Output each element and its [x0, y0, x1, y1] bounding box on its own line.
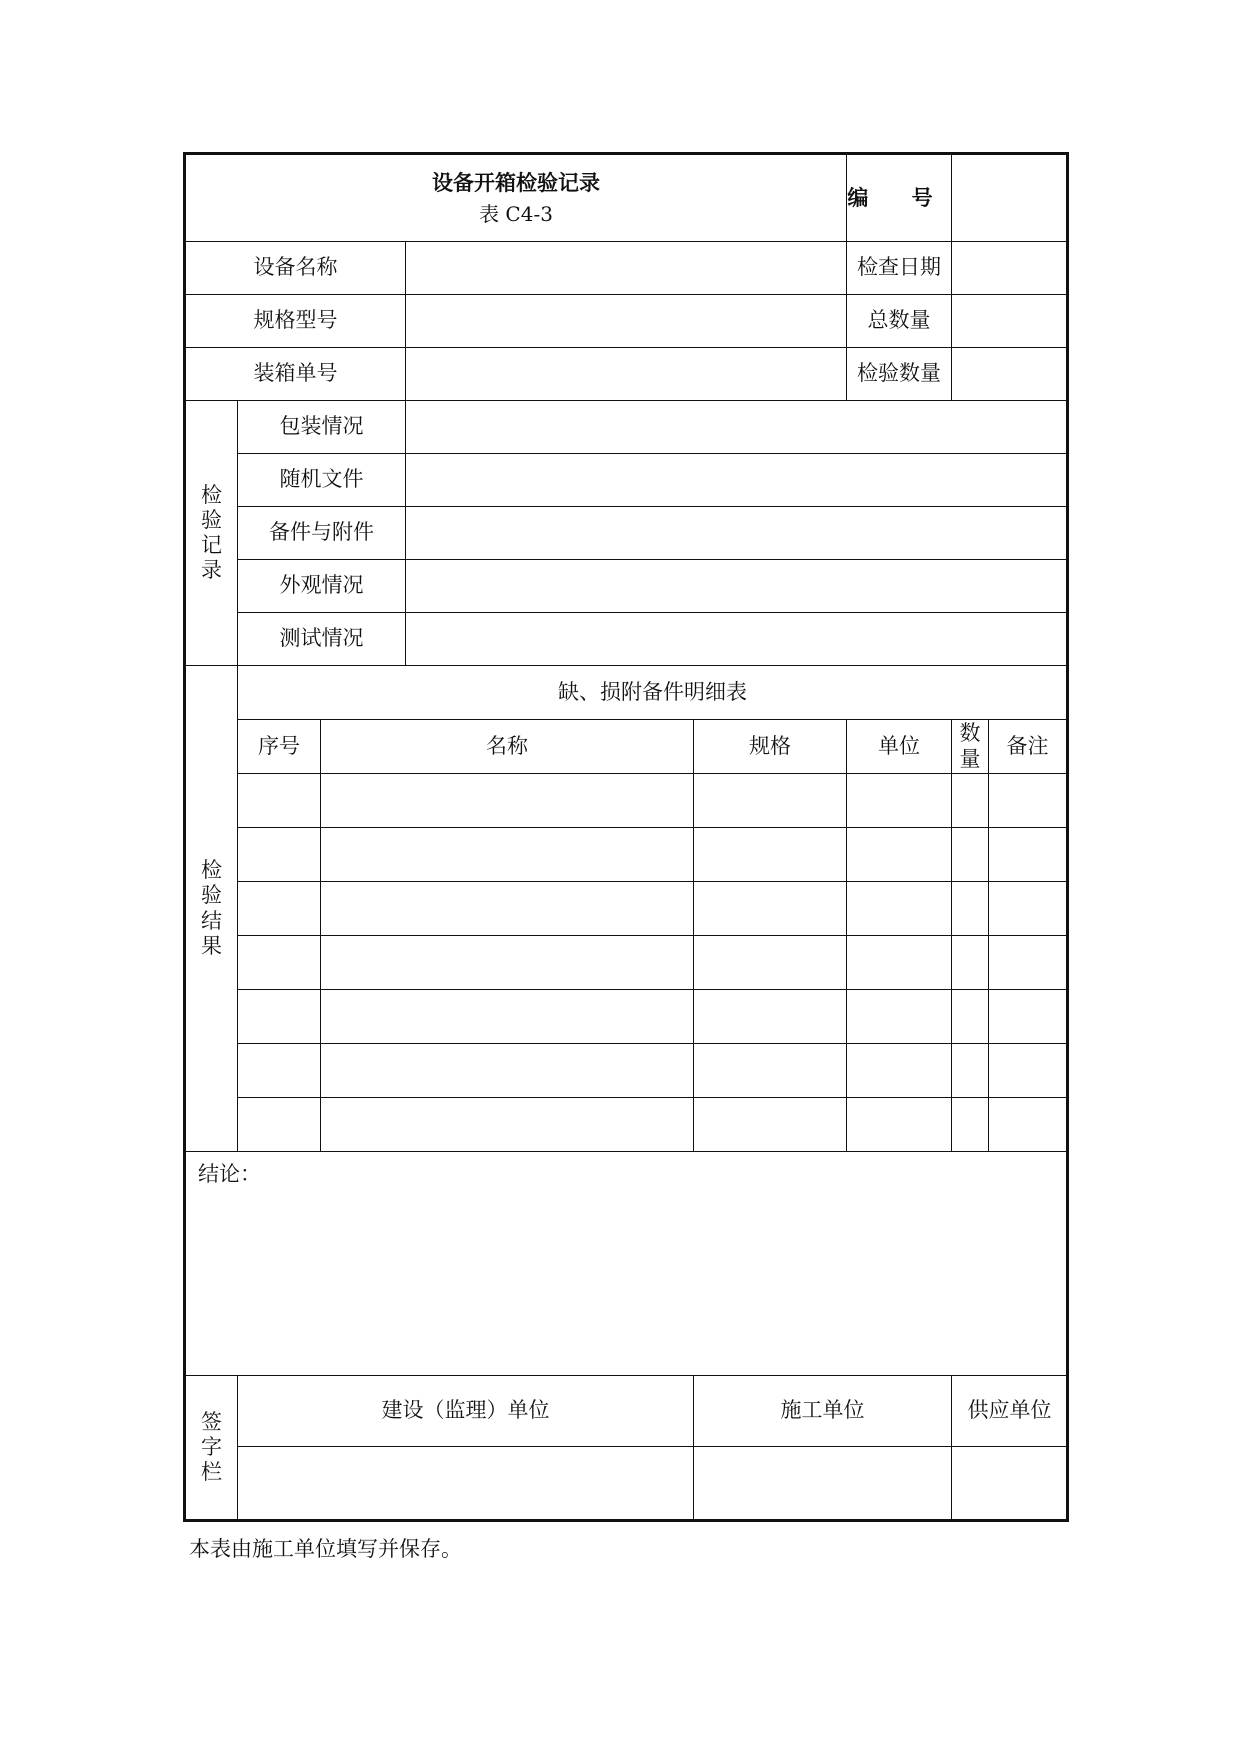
record-item-value[interactable] — [406, 454, 1068, 507]
sign-supplier-value[interactable] — [952, 1447, 1068, 1521]
spec-model-label: 规格型号 — [185, 295, 406, 348]
equipment-name-value[interactable] — [406, 242, 847, 295]
number-value[interactable] — [952, 154, 1068, 242]
sign-construction-value[interactable] — [238, 1447, 694, 1521]
table-row — [185, 1044, 1068, 1098]
inspection-qty-label: 检验数量 — [847, 348, 952, 401]
record-item-label: 测试情况 — [238, 613, 406, 666]
inspection-form — [183, 152, 1069, 1522]
table-row — [185, 990, 1068, 1044]
record-item-label: 备件与附件 — [238, 507, 406, 560]
packing-list-label: 装箱单号 — [185, 348, 406, 401]
spec-model-value[interactable] — [406, 295, 847, 348]
record-item-label: 外观情况 — [238, 560, 406, 613]
number-label: 编 号 — [847, 154, 952, 242]
record-item-label: 包装情况 — [238, 401, 406, 454]
col-header-unit: 单位 — [847, 720, 952, 774]
record-item-value[interactable] — [406, 401, 1068, 454]
sign-contractor-value[interactable] — [694, 1447, 952, 1521]
record-item-value[interactable] — [406, 613, 1068, 666]
inspection-date-label: 检查日期 — [847, 242, 952, 295]
sign-section-label: 签 字 栏 — [185, 1376, 238, 1521]
sign-col-supplier: 供应单位 — [952, 1376, 1068, 1447]
sign-col-contractor: 施工单位 — [694, 1376, 952, 1447]
result-section-label: 检 验 结 果 — [185, 666, 238, 1152]
col-header-index: 序号 — [238, 720, 321, 774]
total-qty-label: 总数量 — [847, 295, 952, 348]
record-item-value[interactable] — [406, 560, 1068, 613]
sign-col-construction: 建设（监理）单位 — [238, 1376, 694, 1447]
col-header-qty: 数量 — [952, 720, 989, 774]
table-row — [185, 1098, 1068, 1152]
equipment-name-label: 设备名称 — [185, 242, 406, 295]
inspection-date-value[interactable] — [952, 242, 1068, 295]
form-title: 设备开箱检验记录 — [432, 170, 600, 196]
table-row — [185, 774, 1068, 828]
record-section-label: 检 验 记 录 — [185, 401, 238, 666]
table-code: 表 C4-3 — [479, 201, 553, 226]
packing-list-value[interactable] — [406, 348, 847, 401]
col-header-spec: 规格 — [694, 720, 847, 774]
form-title-cell — [185, 154, 847, 242]
conclusion-cell[interactable] — [185, 1152, 1068, 1376]
col-header-name: 名称 — [321, 720, 694, 774]
table-row — [185, 828, 1068, 882]
footnote: 本表由施工单位填写并保存。 — [189, 1537, 462, 1561]
table-row — [185, 882, 1068, 936]
col-header-remark: 备注 — [989, 720, 1068, 774]
inspection-qty-value[interactable] — [952, 348, 1068, 401]
record-item-value[interactable] — [406, 507, 1068, 560]
table-row — [185, 936, 1068, 990]
total-qty-value[interactable] — [952, 295, 1068, 348]
defect-table-title: 缺、损附备件明细表 — [238, 666, 1068, 720]
conclusion-label: 结论： — [198, 1162, 261, 1186]
record-item-label: 随机文件 — [238, 454, 406, 507]
